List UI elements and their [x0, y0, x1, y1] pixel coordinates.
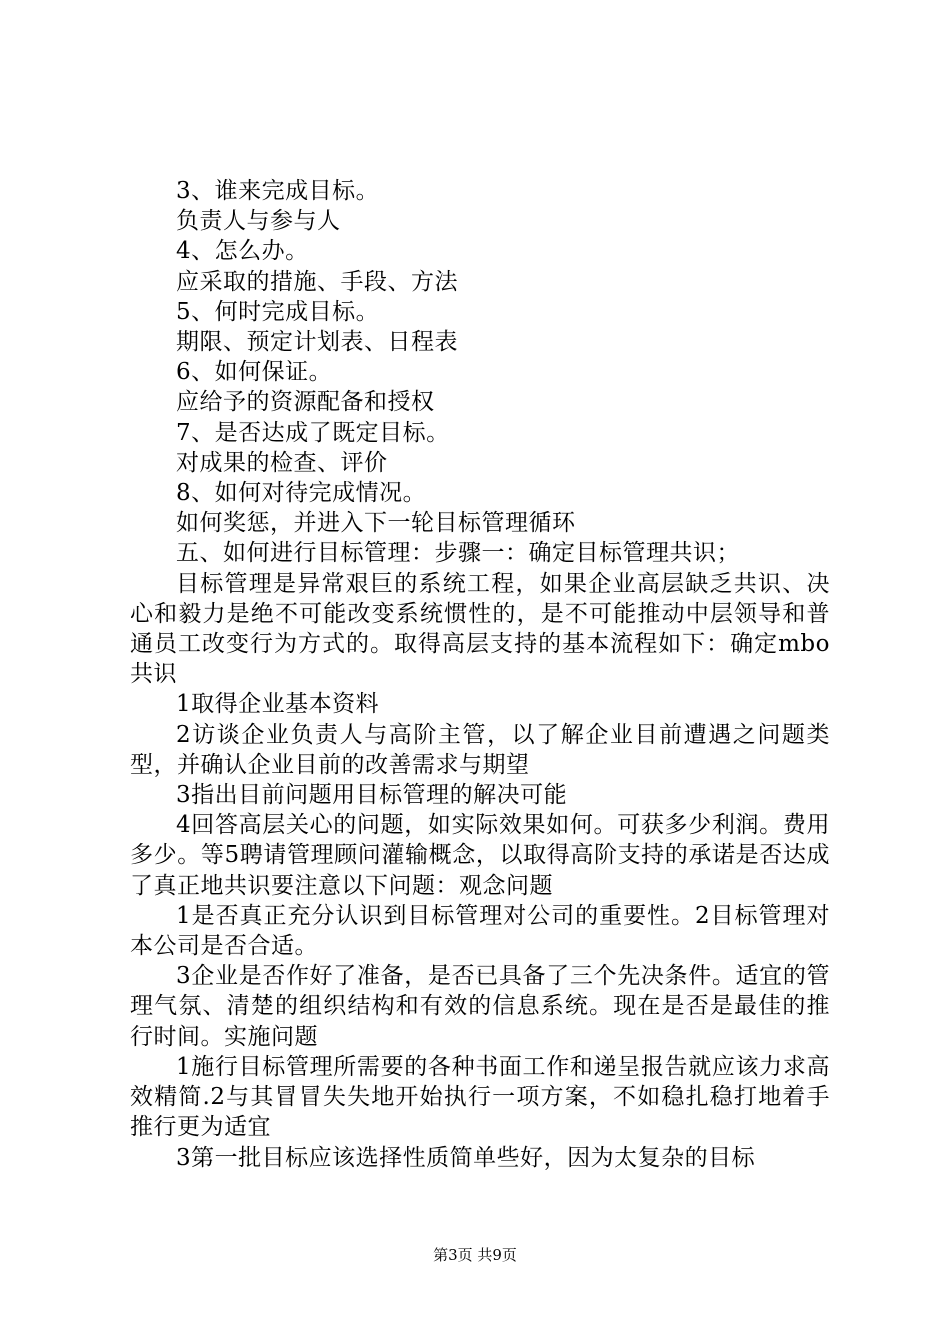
paragraph: 3第一批目标应该选择性质简单些好，因为太复杂的目标 [176, 1144, 756, 1171]
section-heading: 五、如何进行目标管理：步骤一：确定目标管理共识； [176, 540, 740, 567]
list-item: 6、如何保证。 [176, 359, 333, 386]
list-item: 应采取的措施、手段、方法 [176, 268, 458, 295]
list-item: 负责人与参与人 [176, 208, 341, 235]
list-item: 如何奖惩，并进入下一轮目标管理循环 [176, 510, 576, 537]
paragraph: 1施行目标管理所需要的各种书面工作和递呈报告就应该力求高效精简.2与其冒冒失失地开始执行一项方案，不如稳扎稳打地着手推行更为适宜 [130, 1053, 830, 1141]
list-item: 应给予的资源配备和授权 [176, 389, 435, 416]
paragraph: 1是否真正充分认识到目标管理对公司的重要性。2目标管理对本公司是否合适。 [130, 902, 830, 960]
list-item: 7、是否达成了既定目标。 [176, 419, 450, 446]
paragraph: 1取得企业基本资料 [176, 691, 380, 718]
list-item: 5、何时完成目标。 [176, 298, 380, 325]
list-item: 3、谁来完成目标。 [176, 178, 380, 204]
paragraph: 目标管理是异常艰巨的系统工程，如果企业高层缺乏共识、决心和毅力是绝不可能改变系统惯性的，是不可能推动中层领导和普通员工改变行为方式的。取得高层支持的基本流程如下：确定mbo共识 [130, 570, 830, 688]
paragraph: 2访谈企业负责人与高阶主管，以了解企业目前遭遇之问题类型，并确认企业目前的改善需求与期望 [130, 721, 830, 778]
list-item: 4、怎么办。 [176, 238, 309, 265]
document-body [130, 176, 830, 1173]
list-item: 对成果的检查、评价 [176, 449, 388, 476]
paragraph: 3企业是否作好了准备，是否已具备了三个先决条件。适宜的管理气氛、清楚的组织结构和有效的信息系统。现在是否是最佳的推行时间。实施问题 [130, 963, 830, 1050]
paragraph: 4回答高层关心的问题，如实际效果如何。可获多少利润。费用多少。等5聘请管理顾问灌输概念，以取得高阶支持的承诺是否达成了真正地共识要注意以下问题：观念问题 [130, 812, 830, 899]
paragraph: 3指出目前问题用目标管理的解决可能 [176, 782, 568, 809]
list-item: 期限、预定计划表、日程表 [176, 329, 458, 356]
page-number: 第3页 共9页 [433, 1246, 517, 1264]
list-item: 8、如何对待完成情况。 [176, 480, 427, 507]
